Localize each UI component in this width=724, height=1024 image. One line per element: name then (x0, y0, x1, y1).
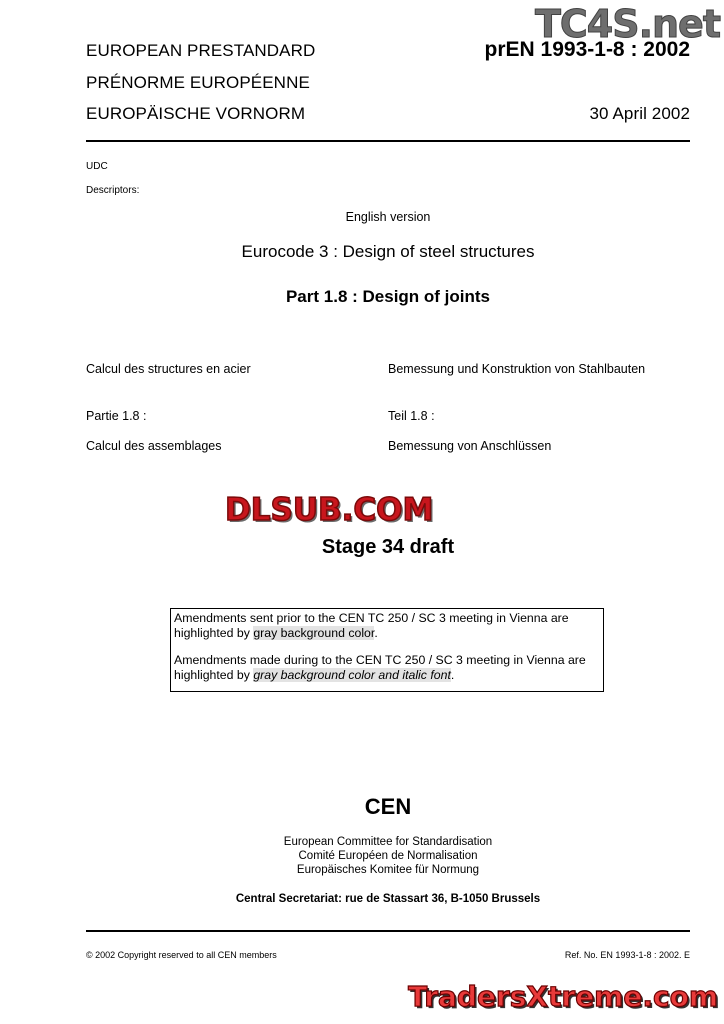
stage-label: Stage 34 draft (321, 536, 455, 558)
prestandard-de: EUROPÄISCHE VORNORM (86, 104, 306, 123)
document-reference: prEN 1993-1-8 : 2002 (484, 38, 690, 61)
amendments-paragraph-during (174, 653, 600, 683)
cen-name-fr: Comité Européen de Normalisation (298, 850, 478, 862)
amendments-paragraph-prior (174, 611, 600, 641)
copyright-notice: © 2002 Copyright reserved to all CEN members (86, 950, 277, 960)
highlight-sample-gray-italic: gray background color and italic font (253, 668, 451, 682)
cen-name-en: European Committee for Standardisation (283, 836, 493, 848)
document-date: 30 April 2002 (589, 104, 690, 123)
main-title: Eurocode 3 : Design of steel structures (241, 242, 535, 261)
cen-name-de: Europäisches Komitee für Normung (296, 864, 480, 876)
french-title: Calcul des structures en acier (86, 362, 251, 376)
descriptors-label: Descriptors: (86, 185, 140, 196)
reference-number: Ref. No. EN 1993-1-8 : 2002. E (564, 950, 690, 960)
amendments-prior-end: . (374, 626, 378, 640)
prestandard-fr: PRÉNORME EUROPÉENNE (86, 73, 310, 92)
french-part: Partie 1.8 : (86, 409, 147, 423)
prestandard-en: EUROPEAN PRESTANDARD (86, 41, 316, 60)
header-rule (86, 140, 690, 142)
footer-rule (86, 930, 690, 932)
german-part: Teil 1.8 : (388, 409, 435, 423)
french-subtitle: Calcul des assemblages (86, 439, 222, 453)
amendments-prior-text: Amendments sent prior to the CEN TC 250 / SC 3 meeting in Vienna are highlighted by (174, 611, 569, 640)
part-title: Part 1.8 : Design of joints (285, 287, 491, 306)
version-label: English version (345, 210, 431, 224)
cen-title: CEN (364, 794, 412, 819)
udc-label: UDC (86, 161, 108, 172)
highlight-sample-gray: gray background color (253, 626, 375, 640)
german-title: Bemessung und Konstruktion von Stahlbauten (388, 362, 646, 376)
cen-secretariat: Central Secretariat: rue de Stassart 36, B-1050 Brussels (235, 893, 541, 905)
german-subtitle: Bemessung von Anschlüssen (388, 439, 552, 453)
watermark-bottom: TradersXtreme.com (408, 980, 718, 1013)
amendments-note (170, 608, 604, 692)
watermark-middle: DLSUB.COM (225, 492, 434, 528)
amendments-during-end: . (450, 668, 455, 682)
watermark-top: TC4S.net (534, 2, 720, 46)
amendments-during-text: Amendments made during to the CEN TC 250 / SC 3 meeting in Vienna are highlighted by (174, 653, 586, 682)
